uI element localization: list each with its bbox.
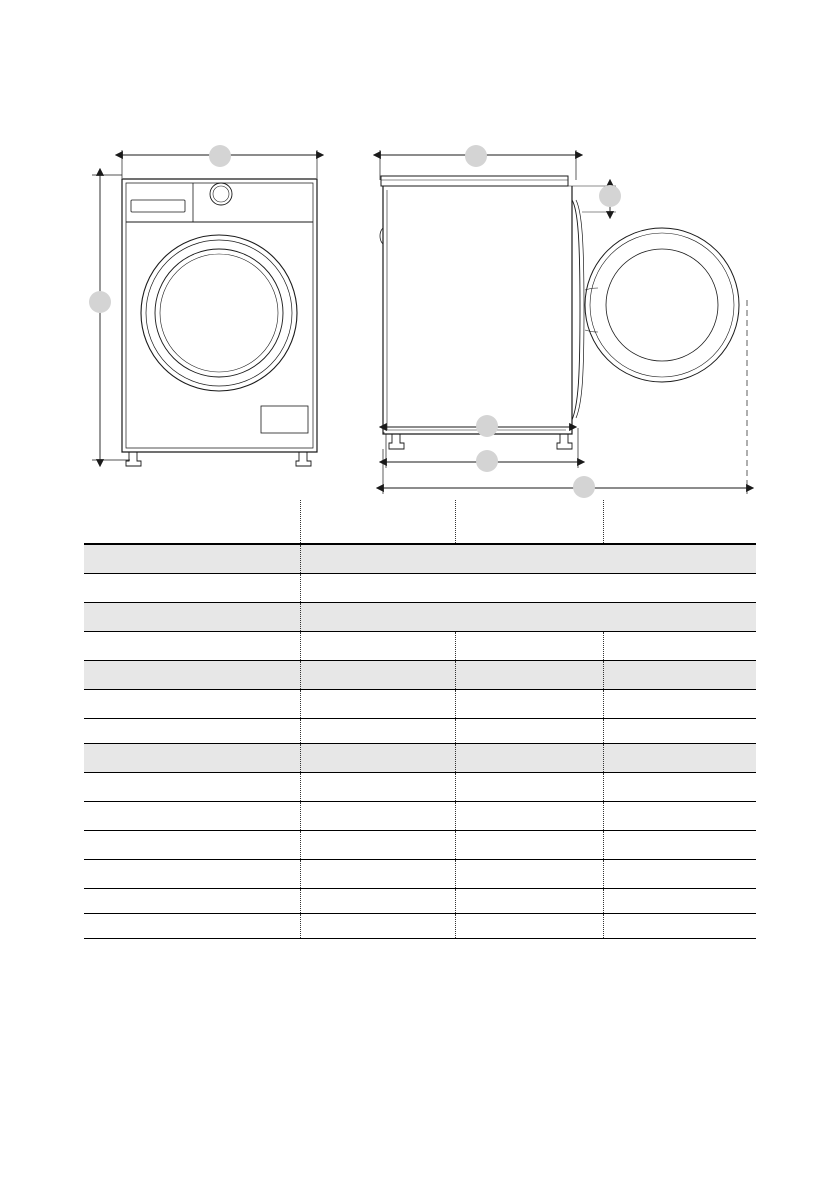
cell [603, 772, 756, 801]
table-row [84, 602, 756, 631]
cell [455, 772, 603, 801]
cell [300, 772, 455, 801]
cell [603, 888, 756, 913]
callout-f [476, 450, 498, 472]
cell [84, 631, 300, 660]
callout-d [599, 185, 621, 207]
cell [455, 631, 603, 660]
cell [84, 801, 300, 830]
cell [84, 830, 300, 859]
cell [603, 859, 756, 888]
cell [84, 602, 300, 631]
cell [300, 631, 455, 660]
cell [300, 888, 455, 913]
cell [300, 718, 455, 743]
callout-e [476, 415, 498, 437]
table-row [84, 631, 756, 660]
cell [300, 743, 455, 772]
cell [603, 913, 756, 938]
cell [300, 913, 455, 938]
cell [84, 718, 300, 743]
table-row [84, 544, 756, 573]
cell [603, 631, 756, 660]
cell [300, 859, 455, 888]
cell [84, 772, 300, 801]
cell [455, 859, 603, 888]
cell [455, 913, 603, 938]
cell [455, 718, 603, 743]
table-row [84, 859, 756, 888]
callout-g [573, 476, 595, 498]
table-row [84, 801, 756, 830]
cell [603, 718, 756, 743]
cell [603, 500, 756, 544]
specification-table [84, 500, 756, 939]
table-row [84, 743, 756, 772]
table-row [84, 500, 756, 544]
cell [455, 500, 603, 544]
cell [455, 830, 603, 859]
cell [84, 689, 300, 718]
cell [455, 888, 603, 913]
callout-c [465, 145, 487, 167]
cell [300, 573, 756, 602]
cell [300, 801, 455, 830]
cell [455, 660, 603, 689]
cell [300, 689, 455, 718]
cell [84, 660, 300, 689]
table-row [84, 888, 756, 913]
table-row [84, 660, 756, 689]
cell [84, 573, 300, 602]
cell [603, 830, 756, 859]
cell [300, 602, 756, 631]
callout-a [209, 145, 231, 167]
cell [300, 830, 455, 859]
cell [84, 544, 300, 573]
appliance-line-drawing [0, 0, 839, 500]
cell [300, 500, 455, 544]
cell [84, 913, 300, 938]
cell [84, 743, 300, 772]
callout-b [89, 291, 111, 313]
cell [603, 660, 756, 689]
cell [603, 743, 756, 772]
cell [300, 544, 756, 573]
cell [455, 743, 603, 772]
table-row [84, 913, 756, 938]
cell [84, 500, 300, 544]
table-row [84, 689, 756, 718]
cell [84, 859, 300, 888]
cell [455, 801, 603, 830]
table-row [84, 830, 756, 859]
cell [84, 888, 300, 913]
dimension-drawing [0, 0, 839, 500]
table-row [84, 718, 756, 743]
table-row [84, 573, 756, 602]
cell [603, 689, 756, 718]
cell [300, 660, 455, 689]
table-row [84, 772, 756, 801]
cell [455, 689, 603, 718]
cell [603, 801, 756, 830]
